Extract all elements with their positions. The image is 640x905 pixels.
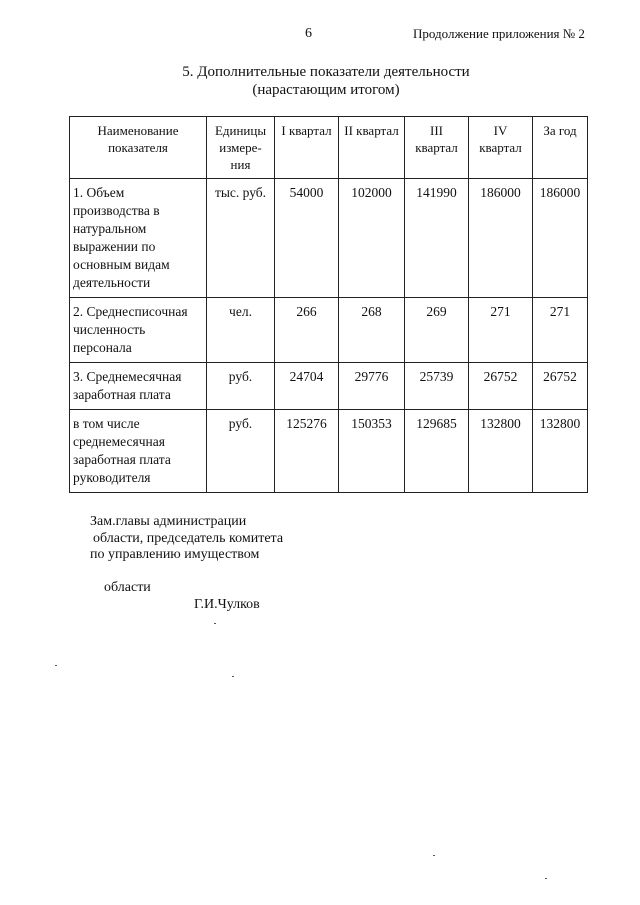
scan-speck: [55, 665, 57, 666]
scan-speck: [232, 676, 234, 677]
section-heading: [0, 63, 640, 99]
signature-block: [90, 514, 283, 630]
row-q3: 141990: [405, 179, 469, 298]
signatory-name: Г.И.Чулков: [194, 596, 260, 612]
column-header-unit: Единицы измере-ния: [207, 117, 275, 179]
table-row: [70, 298, 588, 363]
column-header-year: За год: [533, 117, 588, 179]
signature-position-line1: Зам.главы администрации: [90, 514, 247, 529]
table-row: [70, 179, 588, 298]
row-q4: 26752: [469, 363, 533, 410]
row-q4: 132800: [469, 410, 533, 493]
row-name: 2. Среднесписочная численность персонала: [70, 298, 207, 363]
row-unit: руб.: [207, 363, 275, 410]
row-unit: руб.: [207, 410, 275, 493]
row-q4: 271: [469, 298, 533, 363]
scan-speck: [214, 623, 216, 624]
column-header-q3: III квартал: [405, 117, 469, 179]
table-row: [70, 410, 588, 493]
row-q2: 150353: [339, 410, 405, 493]
row-name: 1. Объем производства в натуральном выражении по основным видам деятельности: [70, 179, 207, 298]
indicators-table: [69, 116, 588, 493]
row-q2: 102000: [339, 179, 405, 298]
row-q3: 129685: [405, 410, 469, 493]
table-header-row: [70, 117, 588, 179]
row-q1: 24704: [275, 363, 339, 410]
signature-position-line4: области: [104, 580, 151, 595]
signature-position-line2: области, председатель комитета: [93, 530, 284, 546]
row-unit: чел.: [207, 298, 275, 363]
column-header-q2: II квартал: [339, 117, 405, 179]
row-year: 26752: [533, 363, 588, 410]
section-subtitle: (нарастающим итогом): [252, 82, 400, 98]
continuation-label: Продолжение приложения № 2: [413, 26, 585, 41]
row-q3: 269: [405, 298, 469, 363]
row-year: 271: [533, 298, 588, 363]
table-row: [70, 363, 588, 410]
row-q4: 186000: [469, 179, 533, 298]
row-q2: 268: [339, 298, 405, 363]
row-name: в том числе среднемесячная заработная плата руководителя: [70, 410, 207, 493]
scan-speck: [545, 878, 547, 879]
row-year: 132800: [533, 410, 588, 493]
row-year: 186000: [533, 179, 588, 298]
column-header-q1: I квартал: [275, 117, 339, 179]
section-title: 5. Дополнительные показатели деятельности: [182, 64, 470, 80]
page-number: 6: [305, 26, 312, 41]
column-header-name: Наименование показателя: [70, 117, 207, 179]
row-unit: тыс. руб.: [207, 179, 275, 298]
row-q1: 266: [275, 298, 339, 363]
signature-position-line3: по управлению имуществом: [90, 547, 260, 562]
row-name: 3. Среднемесячная заработная плата: [70, 363, 207, 410]
row-q1: 125276: [275, 410, 339, 493]
scan-speck: [433, 855, 435, 856]
row-q1: 54000: [275, 179, 339, 298]
row-q3: 25739: [405, 363, 469, 410]
row-q2: 29776: [339, 363, 405, 410]
column-header-q4: IV квартал: [469, 117, 533, 179]
